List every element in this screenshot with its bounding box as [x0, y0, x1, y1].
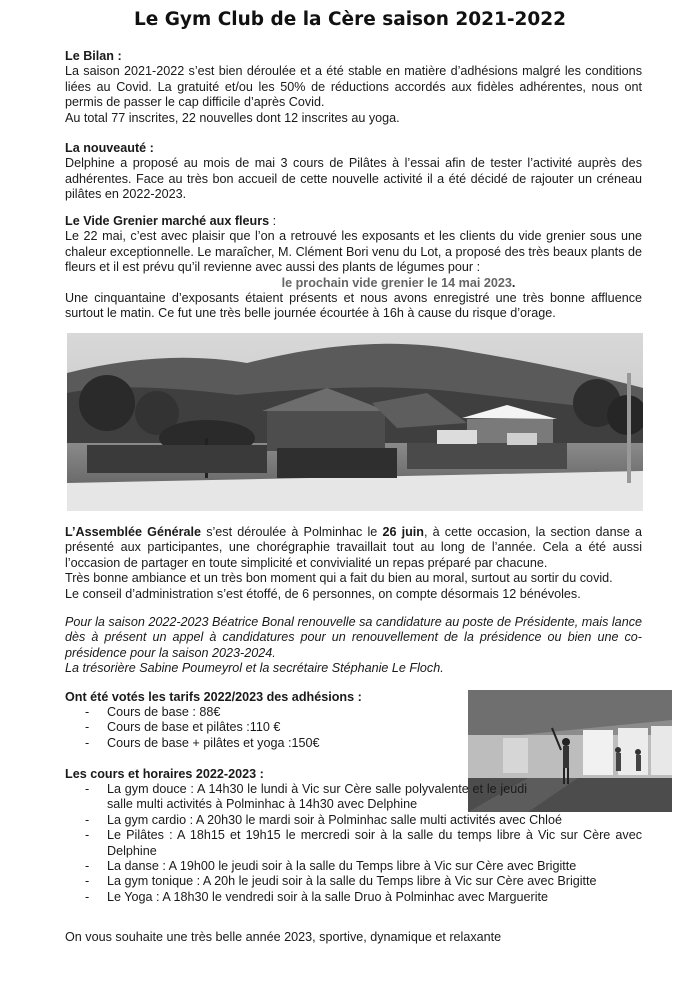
cours-danse: La danse : A 19h00 le jeudi soir à la salle du Temps libre à Vic sur Cère avec Brigitte	[107, 859, 577, 874]
nouveaute-heading: La nouveauté :	[65, 141, 154, 155]
bilan-total: Au total 77 inscrites, 22 nouvelles dont 12 inscrites au yoga.	[65, 110, 400, 125]
next-event-highlight: le prochain vide grenier le 14 mai 2023	[281, 275, 512, 290]
vide-grenier-paragraph: Le 22 mai, c’est avec plaisir que l’on a retrouvé les exposants et les clients du vide grenier sous une chaleur exceptionnelle. Le maraîcher, M. Clément Bori venu du Lot, a proposé des très beaux plants de fleurs et il est prévu qu’il revienne avec aussi des plants de légumes pour :	[65, 229, 642, 275]
tarifs-list	[65, 705, 465, 751]
bilan-section	[65, 49, 642, 126]
assemblee-text-a: s’est déroulée à Polminhac le	[201, 525, 383, 539]
list-item	[65, 828, 642, 859]
next-event-suffix: .	[511, 275, 516, 290]
list-dash: -	[85, 735, 90, 750]
tarif-base: Cours de base : 88€	[107, 705, 221, 719]
vide-grenier-photo	[67, 333, 643, 511]
assemblee-lead: L’Assemblée Générale	[65, 525, 202, 539]
list-dash: -	[85, 889, 90, 904]
assemblee-ambiance: Très bonne ambiance et un très bon moment qui a fait du bien au moral, surtout au sortir du covid.	[65, 571, 613, 586]
cours-gym-tonique: La gym tonique : A 20h le jeudi soir à la salle du Temps libre à Vic sur Cère avec Brigitte	[107, 874, 597, 889]
nouveaute-section	[65, 141, 642, 203]
list-item	[65, 705, 465, 720]
list-item	[65, 890, 642, 905]
closing-section	[65, 930, 642, 945]
cours-section	[65, 767, 465, 782]
assemblee-conseil: Le conseil d’administration s’est étoffé, de 6 personnes, on compte désormais 12 bénévoles.	[65, 586, 581, 601]
list-dash: -	[85, 874, 90, 889]
closing-wish: On vous souhaite une très belle année 2023, sportive, dynamique et relaxante	[65, 930, 502, 944]
list-item	[65, 859, 642, 874]
tarifs-heading: Ont été votés les tarifs 2022/2023 des adhésions :	[65, 690, 362, 704]
list-item	[65, 813, 642, 828]
cours-yoga: Le Yoga : A 18h30 le vendredi soir à la salle Druo à Polminhac avec Marguerite	[107, 889, 549, 904]
list-dash: -	[85, 705, 90, 719]
nouveaute-paragraph: Delphine a proposé au mois de mai 3 cours de Pilâtes à l’essai afin de tester l’activité auprès des adhérentes. Face au très bon accueil de cette nouvelle activité il a été décidé de rajouter un créneau pilâtes en 2022-2023.	[65, 156, 642, 202]
document-title: Le Gym Club de la Cère saison 2021-2022	[133, 9, 567, 30]
cours-heading: Les cours et horaires 2022-2023 :	[65, 767, 264, 781]
list-item	[65, 874, 642, 889]
presidence-paragraph: Pour la saison 2022-2023 Béatrice Bonal renouvelle sa candidature au poste de Présidente, mais lance dès à présent un appel à candidatures pour un renouvellement de la présidence ou bien une co-présidence pour la saison 2023-2024.	[65, 615, 642, 660]
list-dash: -	[85, 782, 90, 796]
bureau-paragraph: La trésorière Sabine Poumeyrol et la secrétaire Stéphanie Le Floch.	[65, 661, 444, 676]
list-dash: -	[85, 720, 90, 735]
list-dash: -	[85, 828, 90, 843]
assemblee-section	[65, 525, 642, 602]
bilan-paragraph: La saison 2021-2022 s’est bien déroulée et a été stable en matière d’adhésions malgré les conditions liées au Covid. La gratuité et/ou les 50% de réductions accordés aux fidèles adhérentes, nous ont permis de passer le cap difficile d’après Covid.	[65, 64, 642, 110]
tarif-yoga: Cours de base + pilâtes et yoga :150€	[107, 735, 320, 750]
list-item	[65, 720, 465, 735]
assemblee-date: 26 juin	[382, 525, 424, 539]
vide-grenier-section	[65, 214, 642, 322]
cours-pilates: Le Pilâtes : A 18h15 et 19h15 le mercredi soir à la salle du temps libre à Vic sur Cère avec Delphine	[107, 828, 642, 858]
cours-list	[65, 782, 642, 905]
tarifs-section	[65, 690, 465, 705]
tarif-pilates: Cours de base et pilâtes :110 €	[107, 720, 281, 735]
cours-gym-cardio: La gym cardio : A 20h30 le mardi soir à Polminhac salle multi activités avec Chloé	[107, 812, 562, 827]
list-dash: -	[85, 812, 90, 827]
list-item	[65, 782, 527, 813]
vide-grenier-heading-suffix: :	[269, 214, 277, 228]
assemblee-text-b: , à cette occasion, la section danse a présenté aux participantes, une chorégraphie travaillait tout au long de l’année. Cela a été aussi l’occasion de partager en toute simplicité et convivialité un repas préparé par chacune.	[65, 525, 643, 570]
vide-grenier-heading: Le Vide Grenier marché aux fleurs	[65, 214, 270, 228]
presidence-section	[65, 615, 642, 677]
vide-grenier-summary: Une cinquantaine d’exposants étaient présents et nous avons enregistré une très bonne affluence surtout le matin. Ce fut une très belle journée écourtée à 16h à cause du risque d’orage.	[65, 291, 642, 321]
list-dash: -	[85, 859, 90, 874]
cours-gym-douce: La gym douce : A 14h30 le lundi à Vic sur Cère salle polyvalente et le jeudi salle multi activités à Polminhac à 14h30 avec Delphine	[107, 782, 527, 812]
list-item	[65, 736, 465, 751]
bilan-heading: Le Bilan :	[65, 49, 122, 63]
